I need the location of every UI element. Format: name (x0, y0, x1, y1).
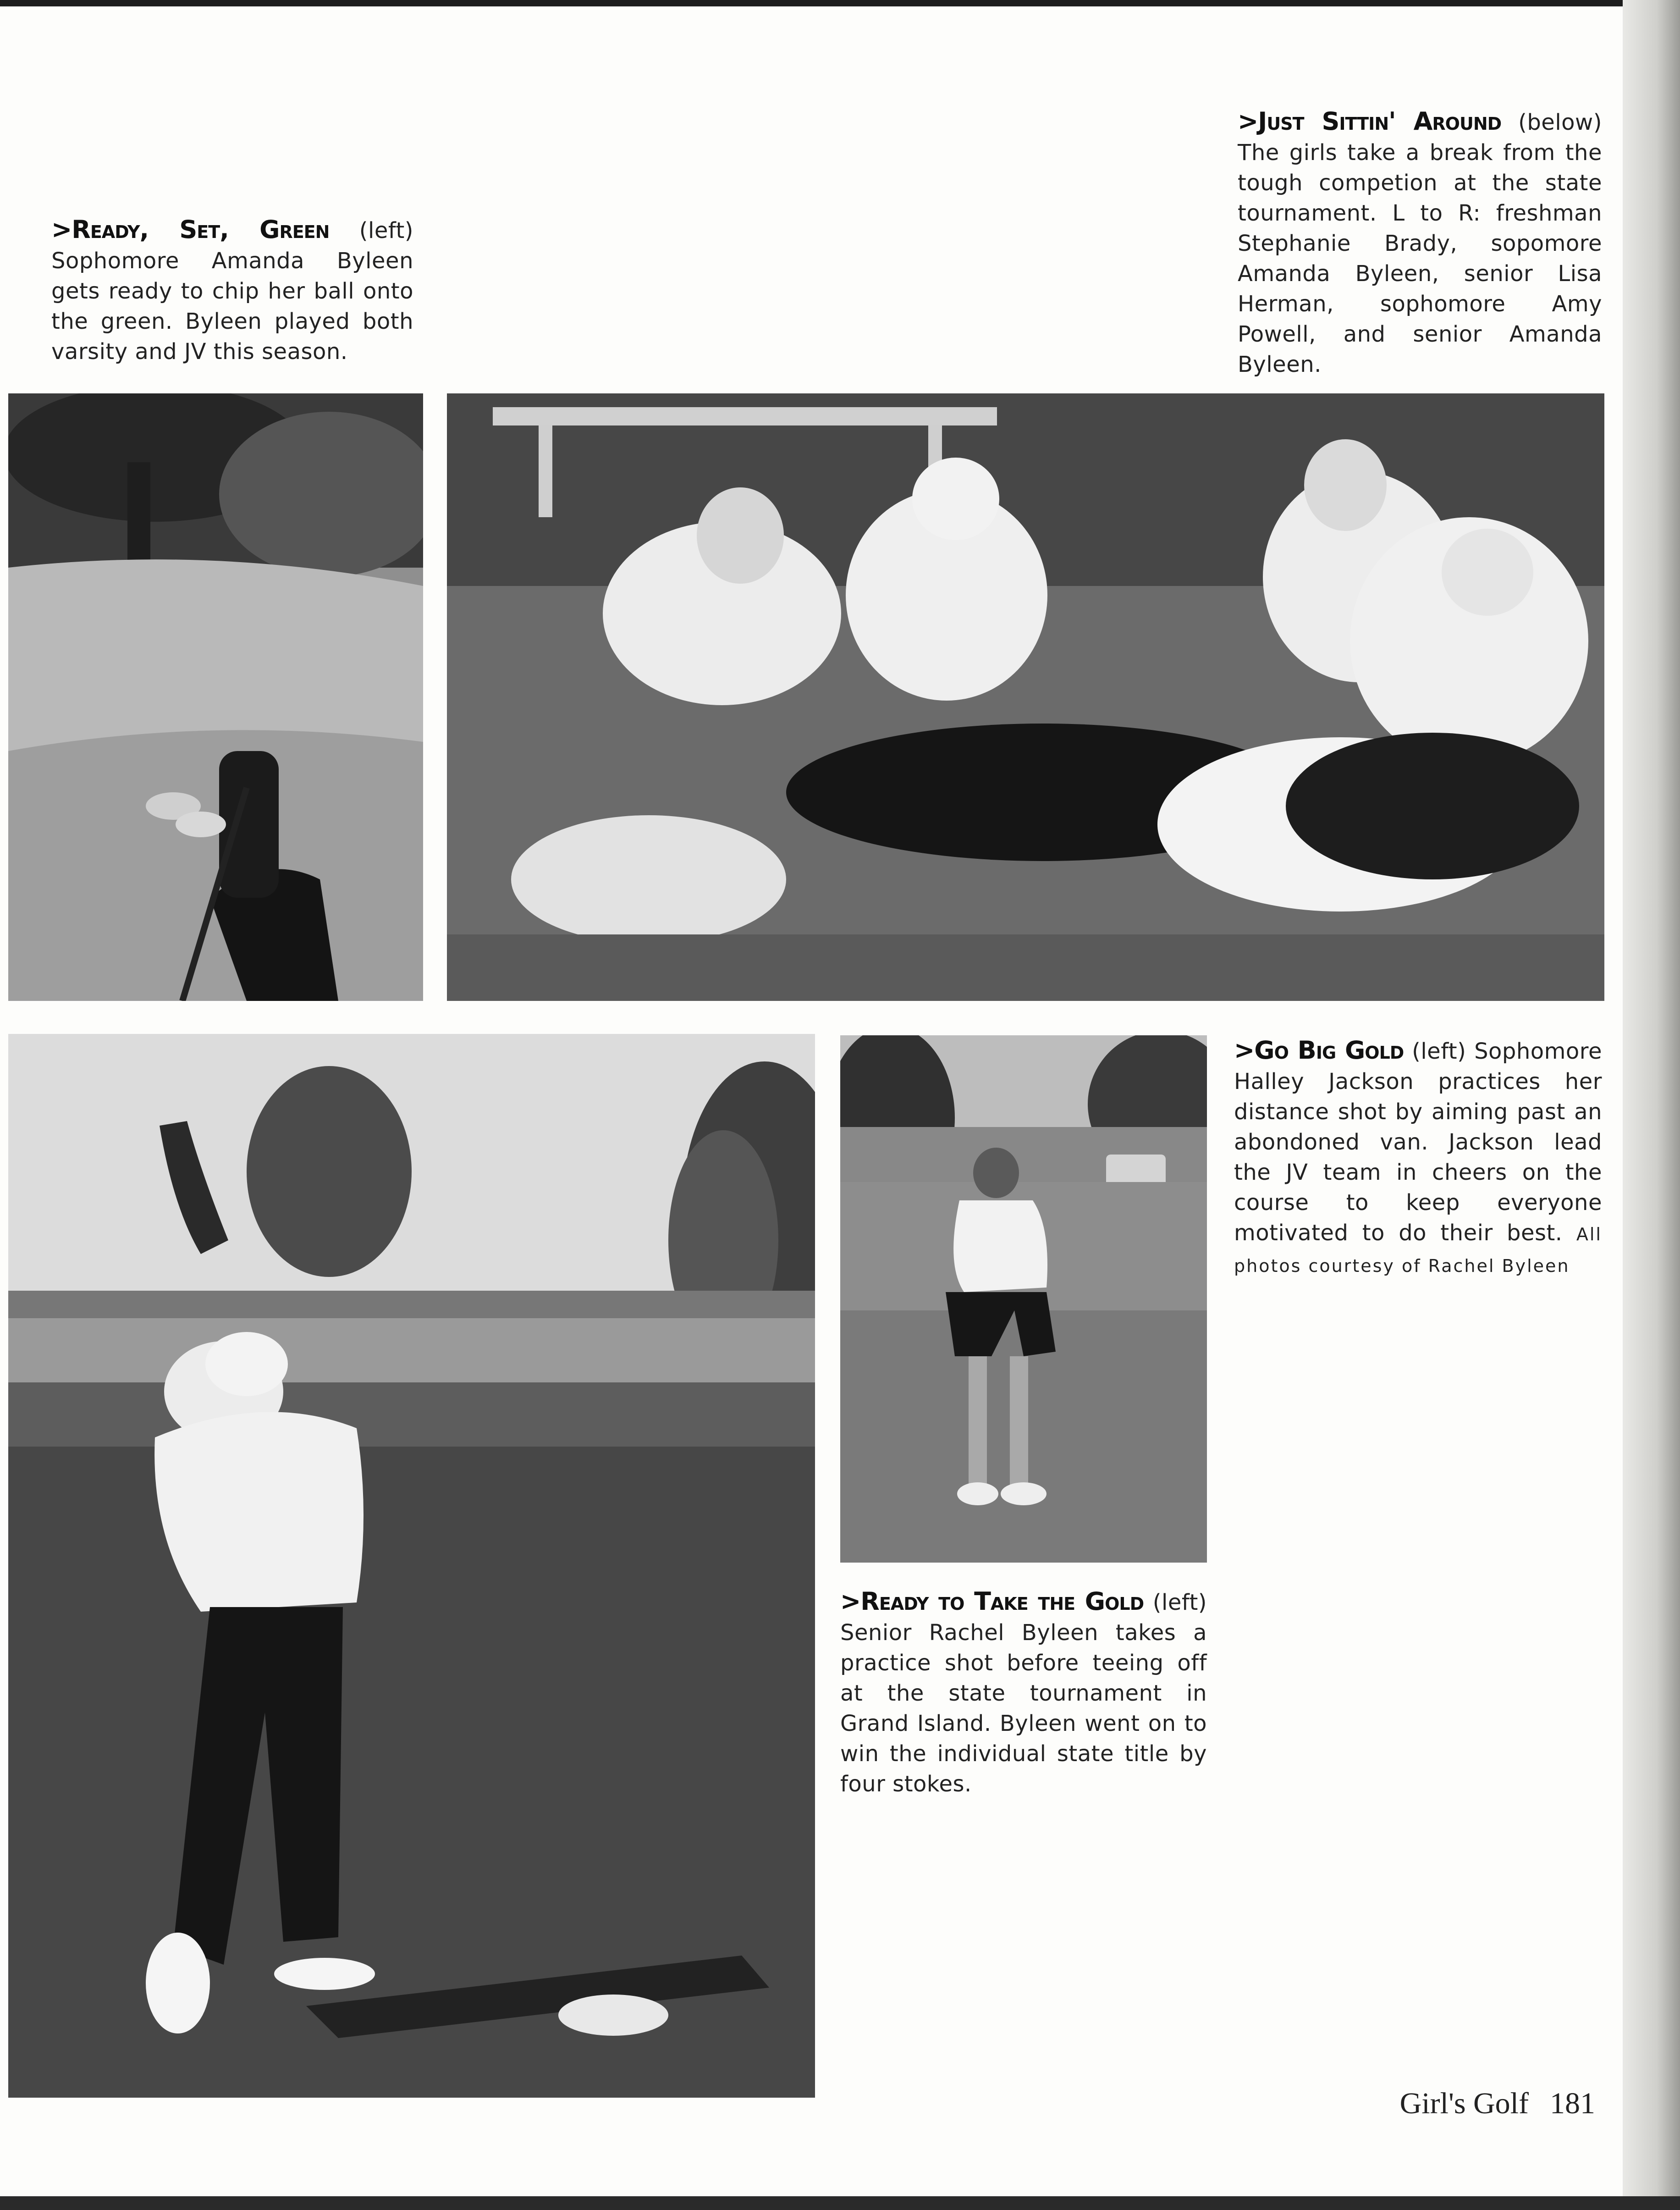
section-name: Girl's Golf (1399, 2087, 1529, 2120)
caption-ready-set-green (51, 215, 413, 367)
photo-credit: All photos courtesy of Rachel Byleen (1234, 1224, 1602, 1276)
photo-swing (8, 1034, 815, 2098)
page-folio (1380, 2086, 1595, 2121)
photo-golf-bag (8, 393, 423, 1001)
caption-heading: >Ready to Take the Gold (840, 1587, 1144, 1616)
caption-heading: >Just Sittin' Around (1238, 107, 1502, 136)
page-number: 181 (1550, 2087, 1595, 2120)
caption-ready-to-take-the-gold (840, 1586, 1207, 1799)
caption-just-sittin-around (1238, 106, 1602, 380)
page-binding-shadow (1623, 0, 1680, 2210)
caption-body: (left) Sophomore Halley Jackson practices her distance shot by aiming past an abondoned van. Jackson lead the JV team in cheers on the course to keep everyone motivated to do their best. (1234, 1039, 1602, 1246)
caption-body: (below) The girls take a break from the tough competion at the state tournament. L to R: freshman Stephanie Brady, sopomore Amanda Byleen, senior Lisa Herman, sophomore Amy Powell, and senior Amanda Byleen. (1238, 110, 1602, 377)
top-edge-band (0, 0, 1680, 6)
photo-practice-van (840, 1035, 1207, 1563)
caption-body: (left) Senior Rachel Byleen takes a practice shot before teeing off at the state tournament in Grand Island. Byleen went on to win the individual state title by four stokes. (840, 1590, 1207, 1797)
caption-heading: >Ready, Set, Green (51, 215, 330, 244)
photo-group-sitting (447, 393, 1604, 1001)
caption-heading: >Go Big Gold (1234, 1036, 1404, 1065)
caption-go-big-gold (1234, 1035, 1602, 1281)
bottom-edge-band (0, 2196, 1680, 2210)
caption-body: (left) Sophomore Amanda Byleen gets ready to chip her ball onto the green. Byleen played both varsity and JV this season. (51, 218, 413, 365)
